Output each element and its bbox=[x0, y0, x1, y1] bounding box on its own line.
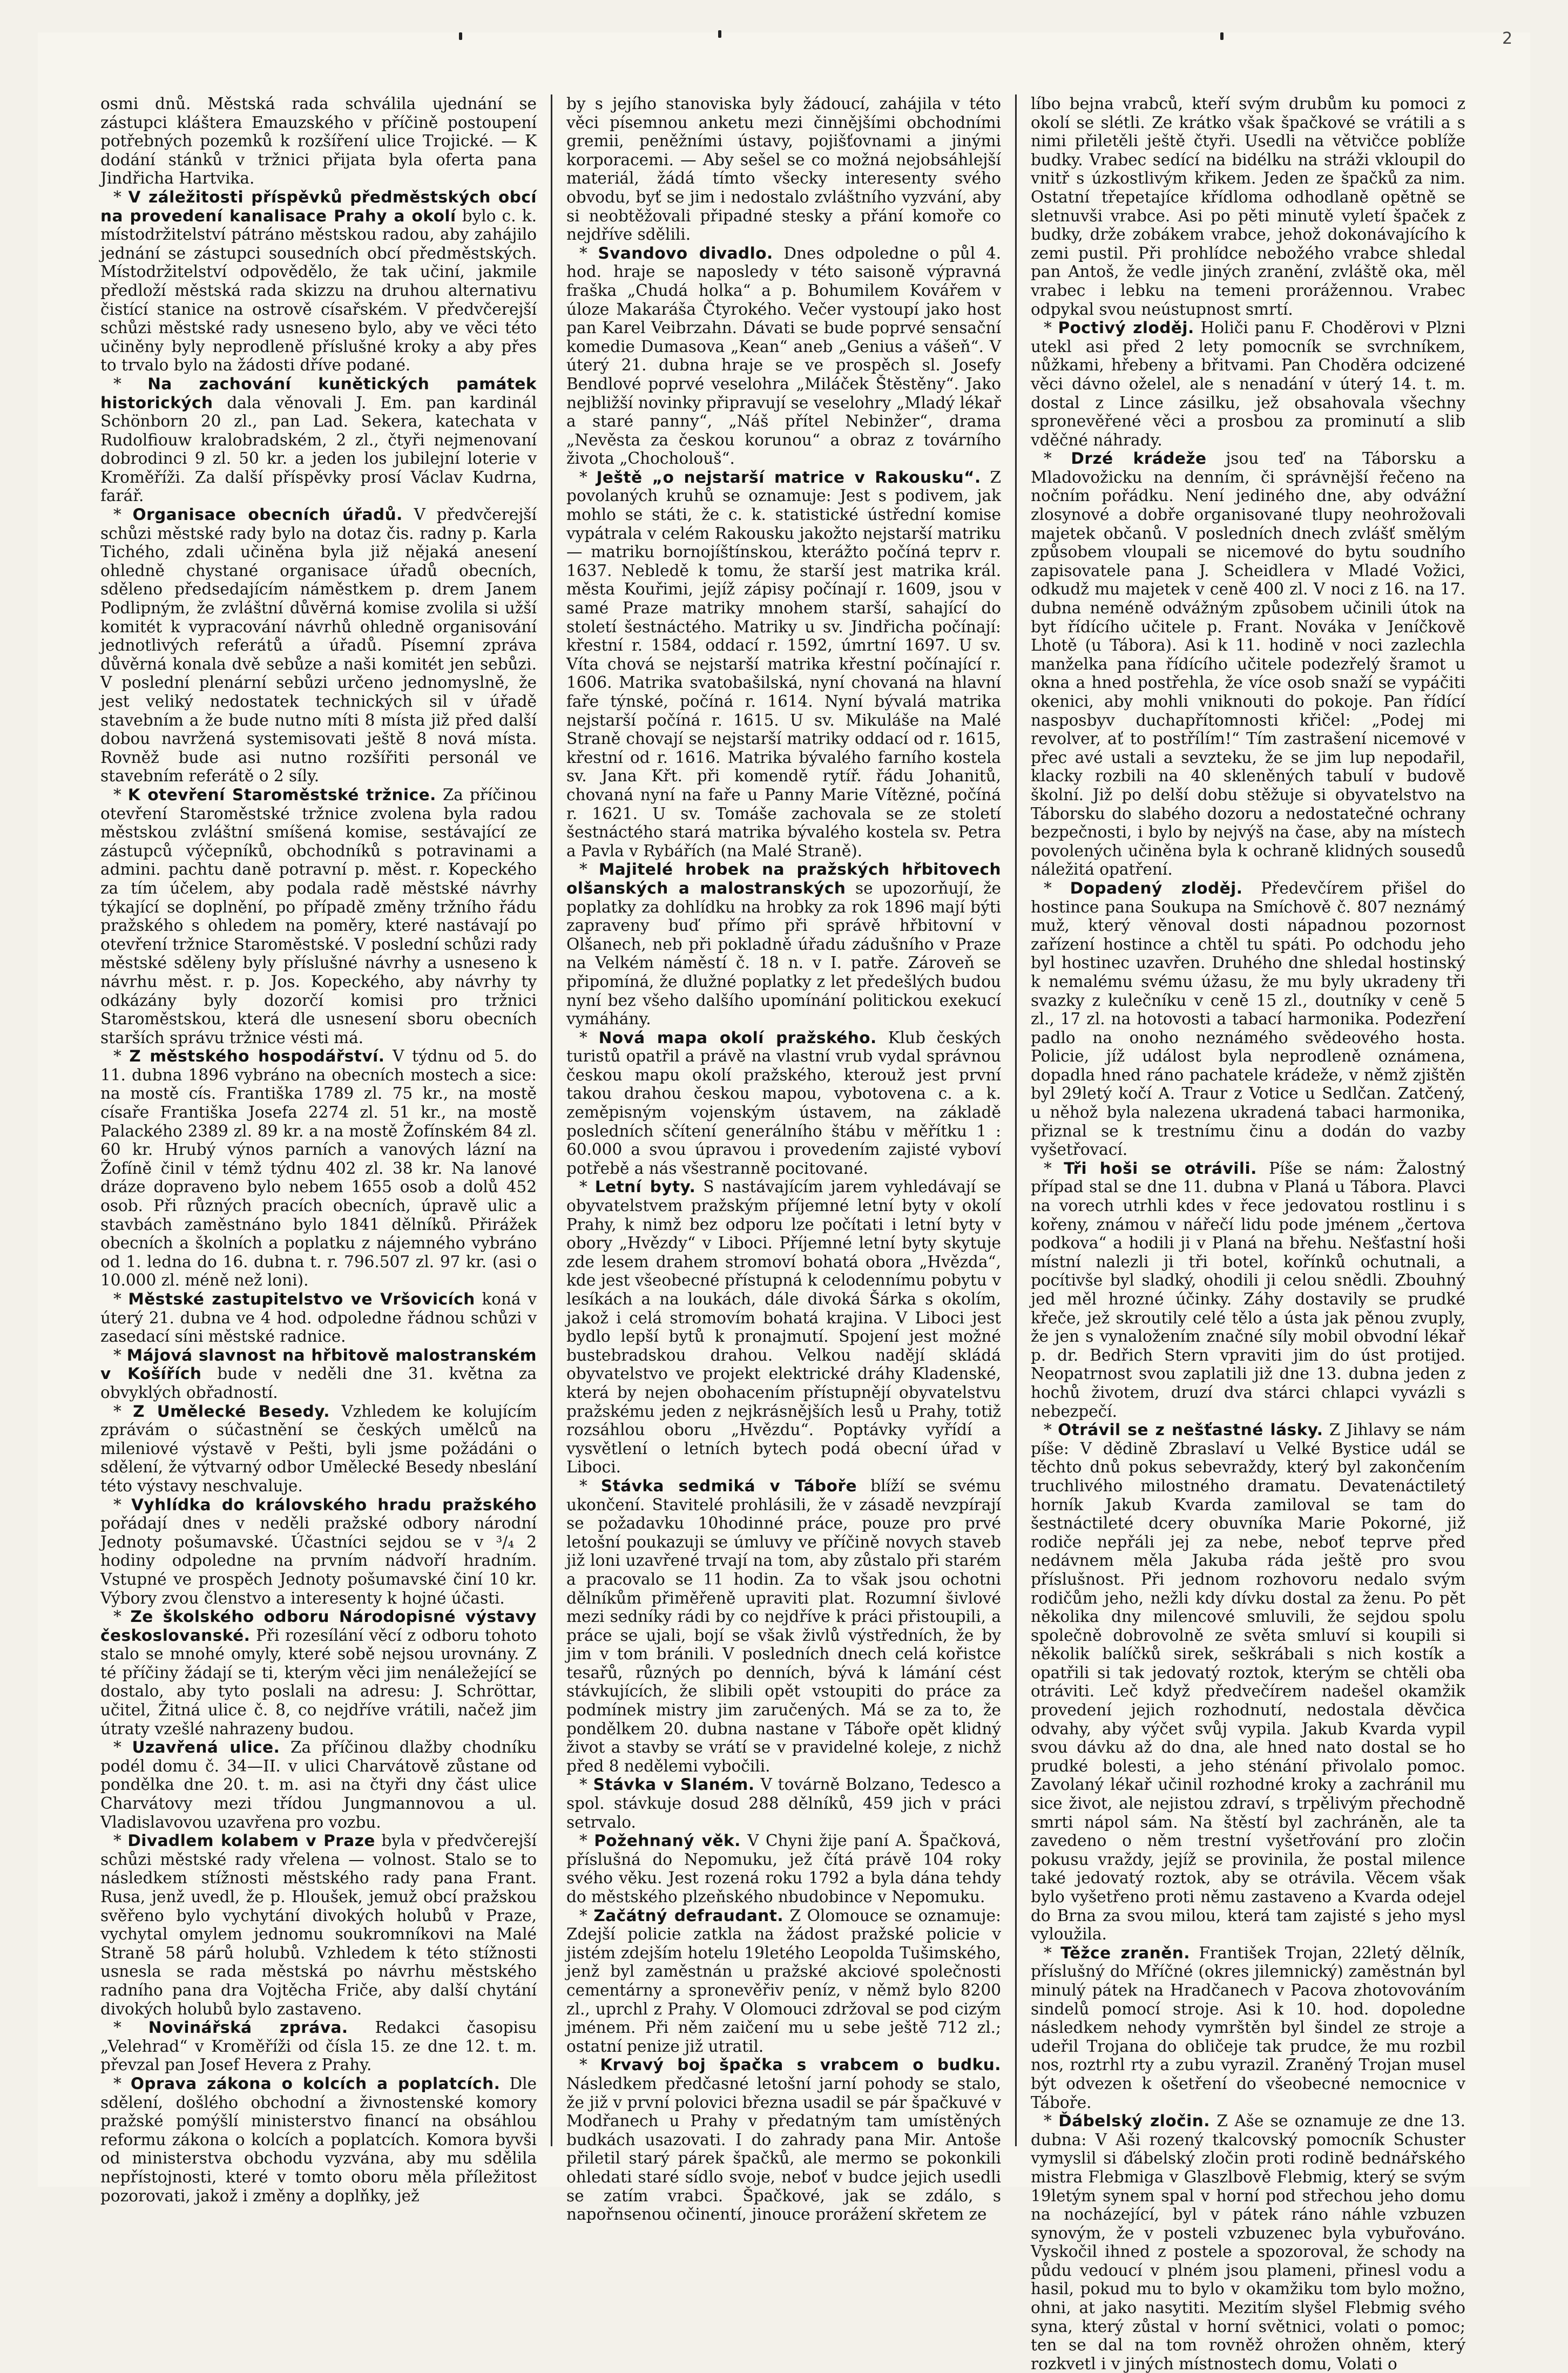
news-headline: Svandovo divadlo. bbox=[598, 244, 773, 262]
news-item: * K otevření Staroměstské tržnice. Za příčinou otevření Staroměstské tržnice zvolena byla radou městskou zvláštní smíšená komise, sestávající ze zástupců výčepníků, obchodníků s potravinami a admini. pachtu daně potravní p. měst. r. Kopeckého za tím účelem, aby podala radě městské návrhy týkající se doplnění, po případě změny tržního řádu pražského s ohledem na poměry, které nastávají po otevření tržnice Staroměstské. V poslední schůzi rady městské sděleny byly příslušné návrhy a usneseno k návrhu měst. r. p. Jos. Kopeckého, aby návrhy ty odkázány byly dozorčí komisi pro tržnici Staroměstskou, která dle usnesení sboru obecních starších správu tržnice vésti má. bbox=[100, 785, 537, 1047]
print-mark bbox=[459, 32, 462, 40]
news-headline: Dopadený zloděj. bbox=[1070, 878, 1243, 897]
news-headline: Stávka v Slaném. bbox=[593, 1775, 755, 1794]
news-headline: Začátný defraudant. bbox=[593, 1906, 784, 1925]
news-item: * Městské zastupitelstvo ve Vršovicích koná v úterý 21. dubna ve 4 hod. odpoledne řádnou schůzi v zasedací síni městské radnice. bbox=[100, 1290, 537, 1346]
news-item: * Stávka sedmiká v Táboře blíží se svému ukončení. Stavitelé prohlásili, že v zásadě nevzpírají se požadavku 10hodinné práce, pouze pro prvé letošní poukazuji se úmluvy ve příčině novych staveb již loni uzavřené trvají na tom, aby zůstalo při starém a pracovalo se 11 hodin. Za to však jsou ochotni dělníkům přiměřeně upraviti plat. Rozumní šivlové mezi sedníky rádi by co nejdříve k práci přistoupili, a práce se ujali, bojí se však živlů výstředních, že by jim v tom bránili. V posledních dnech celá kořistce tesařů, různých po denních, bývá k lámání cést stávkujících, že slibili opět vstoupiti do práce za podmínek mistry jim zaručených. Má se za to, že pondělkem 20. dubna nastane v Táboře opět klidný život a stavby se vrátí se v pravidelné koleje, z nichž před 8 nedělemi vybočili. bbox=[566, 1476, 1001, 1775]
news-item: * Uzavřená ulice. Za příčinou dlažby chodníku podél domu č. 34—II. v ulici Charvátově zůstane od pondělka dne 20. t. m. asi na čtyři dny část ulice Charvátovy mezi třídou Jungmannovou a ul. Vladislavovou uzavřena pro vozbu. bbox=[100, 1738, 537, 1831]
news-headline: Nová mapa okolí pražského. bbox=[598, 1028, 877, 1047]
news-body: osmi dnů. Městská rada schválila ujednání se zástupci kláštera Emauzského v příčině postoupení potřebných pozemků k rozšíření ulice Trojické. — K dodání stánků v tržnici přijata byla oferta pana Jindřicha Hartvika. bbox=[100, 94, 537, 188]
news-body: V týdnu od 5. do 11. dubna 1896 vybráno na obecních mostech a sice: na mostě cís. Františka 1789 zl. 75 kr., na mostě císaře Františka Josefa 2274 zl. 51 kr., na mostě Palackého 2389 zl. 89 kr. a na mostě Žofínském 84 zl. 60 kr. Hrubý výnos parních a vanových lázní na Žofíně činil v témž týdnu 402 zl. 38 kr. Na lanové dráze dopraveno bylo nebem 1655 osob a dolů 452 osob. Při různých pracích obecních, úpravě ulic a stavbách zaměstnáno bylo 1841 dělníků. Přirážek obecních a školních a poplatku z nájemného vybráno od 1. ledna do 16. dubna t. r. 796.507 zl. 97 kr. (asi o 10.000 zl. méně než loni). bbox=[100, 1047, 537, 1290]
news-headline: Letní byty. bbox=[594, 1178, 696, 1196]
news-body: bylo c. k. místodržitelství pátráno městskou radou, aby zahájilo jednání se zástupci sousedních obcí předměstských. Místodržitelství odpovědělo, že tak učiní, jakmile předloží městská rada skizzu na druhou alternativu čistící stanice na ostrově císařském. V předvčerejší schůzi městské rady usneseno bylo, aby ve věci této učiněny byly neprodleně příslušné kroky a aby přes to trvalo bylo na žádosti dříve podané. bbox=[100, 206, 537, 375]
news-headline: Na zachování kunětických památek historických bbox=[100, 374, 537, 412]
news-body: dala věnovali J. Em. pan kardinál Schönborn 20 zl., pan Lad. Sekera, katechata v Rudolfiouw kralobradském, 2 zl., čtyři nejmenovaní dobrodinci 9 zl. 50 kr. a jeden los jubilejní loterie v Kroměříži. Za další příspěvky prosí Václav Kudrna, farář. bbox=[100, 393, 537, 505]
news-item: * Letní byty. S nastávajícím jarem vyhledávají se obyvatelstvem pražským příjemné letní byty v okolí Prahy, k nimž bez odporu lze počítati i letní byty v obory „Hvězdy“ v Liboci. Příjemné letní byty skytuje zde lesem drahem stromoví bohatá obora „Hvězda“, kde jest všeobecné přístupná k celodennímu pobytu v lesíkách a na loukách, dále divoká Šárka s okolím, jakož i celá stromovím bohatá krajina. V Liboci jest bydlo lepší bytů k pronajmutí. Spojení jest možné bustebradskou drahou. Velkou nadějí skládá obyvatelstvo ve projekt elektrické dráhy Kladenské, která by nejen obohacením přístupnějí obyvatelstvu pražskému jeden z nejkrásnějších lesů u Prahy, totiž rozsáhlou oboru „Hvězdu“. Poptávky vyřídí a vysvětlení o letních bytech podá obecní úřad v Liboci. bbox=[566, 1178, 1001, 1477]
column-3 bbox=[1015, 94, 1479, 2373]
news-item: * Ze školského odboru Národopisné výstavy českoslovanské. Při rozesílání věcí z odboru tohoto stalo se mnohé omyly, které sobě nejsou urovnány. Z té příčiny žádají se ti, kterým věci jim nenáležející se dostalo, aby tyto poslali na adresu: J. Schröttar, učitel, Žitná ulice č. 8, co nejdříve vrátili, načež jim útraty vzešlé nahrazeny budou. bbox=[100, 1607, 537, 1738]
news-body: blíží se svému ukončení. Stavitelé prohlásili, že v zásadě nevzpírají se požadavku 10hodinné práce, pouze pro prvé letošní poukazuji se úmluvy ve příčině novych staveb již loni uzavřené trvají na tom, aby zůstalo při starém a pracovalo se 11 hodin. Za to však jsou ochotni dělníkům přiměřeně upraviti plat. Rozumní šivlové mezi sedníky rádi by co nejdříve k práci přistoupili, a práce se ujali, bojí se však živlů výstředních, že by jim v tom bránili. V posledních dnech celá kořistce tesařů, různých po denních, bývá k lámání cést stávkujících, že slibili opět vstoupiti do práce za podmínek mistry jim zaručených. Má se za to, že pondělkem 20. dubna nastane v Táboře opět klidný život a stavby se vrátí se v pravidelné koleje, z nichž před 8 nedělemi vybočili. bbox=[566, 1476, 1001, 1775]
news-item: * Ještě „o nejstarší matrice v Rakousku“. Z povolaných kruhů se oznamuje: Jest s podivem, jak mohlo se státi, že c. k. statistické ústřední komise vypátrala v celém Rakousku jakožto nejstarší matriku — matriku bornojíštínskou, kterážto počíná teprv r. 1637. Nebledě k tomu, že starší jest matrika král. města Kouřimi, jejíž zápisy počínají r. 1609, jsou v samé Praze matriky mnohem starší, sahající do století šestnáctého. Matriky u sv. Jindřicha počínají: křestní r. 1584, oddací r. 1592, úmrtní 1697. U sv. Víta chová se nejstarší matrika křestní počínající r. 1606. Matrika svatobašilská, nyní chovaná na hlavní faře týnské, počíná r. 1614. Nyní bývalá matrika nejstarší počíná r. 1615. U sv. Mikuláše na Malé Straně chovají se nejstarší matriky oddací od r. 1615, křestní od r. 1616. Matrika bývalého farního kostela sv. Jana Křt. při komendě rytíř. řádu Johanitů, chovaná nyní na faře u Panny Marie Vítězné, počíná r. 1621. U sv. Tomáše zachovala se ze století šestnáctého stará matrika bývalého kostela sv. Petra a Pavla v Rybářích (na Malé Straně). bbox=[566, 468, 1001, 860]
news-body: bude v neděli dne 31. května za obvyklých obřadností. bbox=[100, 1364, 537, 1402]
news-body: Předevčírem přišel do hostince pana Soukupa na Smíchově č. 807 neznámý muž, který věnoval dosti nápadnou pozornost zařízení hostince a chtěl tu spáti. Po odchodu jeho byl hostinec uzavřen. Druhého dne shledal hostinský k nemalému svému úžasu, že mu byly ukradeny tři svazky z kulečníku v ceně 15 zl., doutníky v ceně 5 zl., 17 zl. na hotovosti a tabací harmonika. Podezření padlo na onoho neznámého svědeového hosta. Policie, jíž událost byla neprodleně oznámena, dopadla hned ráno pachatele krádeže, v němž zjištěn byl 29letý kočí A. Traur z Votice u Sedlčan. Zatčený, u něhož byla nalezena ukradená tabaci harmonika, přiznal se k trestnímu činu a dodán do vazby vyšetřovací. bbox=[1031, 878, 1465, 1159]
news-headline: Novinářská zpráva. bbox=[148, 2018, 348, 2037]
news-item: * Tři hoši se otrávili. Píše se nám: Žalostný případ stal se dne 11. dubna v Planá u Tábora. Plavci na vorech utrhli kdes v řece jedovatou rostlinu i s kořeny, známou v nářečí lidu pode jménem „čertova podkova“ a hodili ji v Planá na břehu. Nešťastní hoši místní nalezli ji tři botel, kořínků ochutnali, a pocítivše byl sladký, ohodili ji celou snědli. Zbouhný jed měl hrozné účinky. Záhy dostavily se prudké křeče, jež skroutily celé tělo a ústa jak pěnou zvuply, že jen s vynaložením značné síly mobil obvodní lékař p. dr. Bedřich Stern vpraviti jim do úst protijed. Neopatrnost svou zaplatili již dne 13. dubna jeden z hochů životem, druzí dva stárci chlapci vyvázli s nebezpečí. bbox=[1031, 1159, 1465, 1421]
corner-mark: 2 bbox=[1502, 29, 1513, 48]
news-headline: Z městského hospodářství. bbox=[129, 1047, 385, 1066]
news-item: * Těžce zraněn. František Trojan, 22letý dělník, příslušný do Mříčné (okres jilemnický) zaměstnán byl minulý pátek na Hradčanech v Pacova zhotovováním sindelů pomocí stroje. Asi k 10. hod. dopoledne následkem nehody vymrštěn byl šindel ze stroje a udeřil Trojana do obličeje tak prudce, že mu rozbil nos, roztrhl rty a zubu vyrazil. Zraněný Trojan musel být odvezen k ošetření do všeobecné nemocnice v Táboře. bbox=[1031, 1943, 1465, 2112]
news-headline: Majitelé hrobek na pražských hřbitovech olšanských a malostranských bbox=[566, 860, 1001, 897]
news-headline: Z Umělecké Besedy. bbox=[133, 1402, 330, 1421]
news-body: Z povolaných kruhů se oznamuje: Jest s podivem, jak mohlo se státi, že c. k. statistické ústřední komise vypátrala v celém Rakousku jakožto nejstarší matriku — matriku bornojíštínskou, kterážto počíná teprv r. 1637. Nebledě k tomu, že starší jest matrika král. města Kouřimi, jejíž zápisy počínají r. 1609, jsou v samé Praze matriky mnohem starší, sahající do století šestnáctého. Matriky u sv. Jindřicha počínají: křestní r. 1584, oddací r. 1592, úmrtní 1697. U sv. Víta chová se nejstarší matrika křestní počínající r. 1606. Matrika svatobašilská, nyní chovaná na hlavní faře týnské, počíná r. 1614. Nyní bývalá matrika nejstarší počíná r. 1615. U sv. Mikuláše na Malé Straně chovají se nejstarší matriky oddací od r. 1615, křestní od r. 1616. Matrika bývalého farního kostela sv. Jana Křt. při komendě rytíř. řádu Johanitů, chovaná nyní na faře u Panny Marie Vítězné, počíná r. 1621. U sv. Tomáše zachovala se ze století šestnáctého stará matrika bývalého kostela sv. Petra a Pavla v Rybářích (na Malé Straně). bbox=[566, 468, 1001, 860]
news-headline: Těžce zraněn. bbox=[1060, 1943, 1190, 1962]
news-item: * Divadlem kolabem v Praze byla v předvčerejší schůzi městské rady vřelena — volnost. Stalo se to následkem stížnosti městského rady pana Frant. Rusa, jenž uvedl, že p. Hloušek, jemuž obcí pražskou svěřeno bylo vychytání divokých holubů v Praze, vychytal omylem jednomu soukromníkovi na Malé Straně 58 párů holubů. Vzhledem k této stížnosti usnesla se rada městská po návrhu městského radního pana dra Vojtěcha Friče, aby další chytání divokých holubů bylo zastaveno. bbox=[100, 1831, 537, 2018]
print-mark bbox=[718, 30, 721, 38]
news-body: líbo bejna vrabců, kteří svým drubům ku pomoci z okolí se slétli. Ze krátko však špačkové se vrátili a s nimi přiletěli ještě čtyři. Usedli na větvičce poblíže budky. Vrabec sedící na bidélku na stráži vkloupil do vnitř s úzkostlivým křikem. Jeden ze špačků za nim. Ostatní třepetajíce křídloma odhodlaně opětně se sletnuvši vrabce. Asi po pěti minutě vyletí špaček z budky, drže zobákem vrabce, jehož dokonávajícího k zemi pustil. Při prohlídce nebožého vrabce shledal pan Antoš, že vedle jiných zranění, zvláště oka, měl vrabec i lebku na temeni prorážennou. Vrabec odpykal svou neústupnost smrtí. bbox=[1031, 94, 1465, 319]
text-columns bbox=[86, 94, 1479, 2373]
column-1 bbox=[86, 94, 551, 2205]
news-body: se upozorňují, že poplatky za dohlídku na hrobky za rok 1896 mají býti zapraveny buď přímo při správě hřbitovní v Olšanech, neb při pokladně úřadu zádušního v Praze na Velkém náměstí č. 18 n. v I. patře. Zároveň se připomíná, že dlužné poplatky z let předešlých budou nyní bez všeho dalšího upomínání politickou exekucí vymáhány. bbox=[566, 878, 1001, 1029]
news-body: V Chyni žije paní A. Špačková, příslušná do Nepomuku, jež čítá právě 104 roky svého věku. Jest rozená roku 1792 a byla dána tehdy do městského plzeňského nbudobince v Nepomuku. bbox=[566, 1831, 1001, 1906]
news-item: * Z městského hospodářství. V týdnu od 5. do 11. dubna 1896 vybráno na obecních mostech a sice: na mostě cís. Františka 1789 zl. 75 kr., na mostě císaře Františka Josefa 2274 zl. 51 kr., na mostě Palackého 2389 zl. 89 kr. a na mostě Žofínském 84 zl. 60 kr. Hrubý výnos parních a vanových lázní na Žofíně činil v témž týdnu 402 zl. 38 kr. Na lanové dráze dopraveno bylo nebem 1655 osob a dolů 452 osob. Při různých pracích obecních, úpravě ulic a stavbách zaměstnáno bylo 1841 dělníků. Přirážek obecních a školních a poplatku z nájemného vybráno od 1. ledna do 16. dubna t. r. 796.507 zl. 97 kr. (asi o 10.000 zl. méně než loni). bbox=[100, 1047, 537, 1290]
news-headline: Vyhlídka do královského hradu pražského bbox=[131, 1495, 537, 1514]
news-body: byla v předvčerejší schůzi městské rady vřelena — volnost. Stalo se to následkem stížnosti městského rady pana Frant. Rusa, jenž uvedl, že p. Hloušek, jemuž obcí pražskou svěřeno bylo vychytání divokých holubů v Praze, vychytal omylem jednomu soukromníkovi na Malé Straně 58 párů holubů. Vzhledem k této stížnosti usnesla se rada městská po návrhu městského radního pana dra Vojtěcha Friče, aby další chytání divokých holubů bylo zastaveno. bbox=[100, 1831, 537, 2018]
news-body: koná v úterý 21. dubna ve 4 hod. odpoledne řádnou schůzi v zasedací síni městské radnice. bbox=[100, 1290, 537, 1346]
news-body: Dle sdělení, došlého obchodní a živnostenské komory pražské pomýšlí ministerstvo financí na obsáhlou reformu zákona o kolcích a poplatcích. Komora byvši od ministerstva obchodu vyzvána, aby mu sdělila nepřístojnosti, které v tomto oboru měla příležitost pozorovati, jakož i změny a doplňky, jež bbox=[100, 2074, 537, 2205]
news-headline: Májová slavnost na hřbitově malostranském v Košířích bbox=[100, 1346, 537, 1383]
news-item: * Drzé krádeže jsou teď na Táborsku a Mladovožicku na denním, či správnější řečeno na nočním pořádku. Není jediného dne, aby odvážní zlosynové a dobře organisované tlupy neohrožovali majetek občanů. V posledních dnech zvlášť smělým způsobem vloupali se nicemové do bytu soudního zapisovatele pana J. Scheidlera v Mladé Vožici, odkudž mu majetek v ceně 400 zl. V noci z 16. na 17. dubna neméně odvážným způsobem učinili útok na byt řídícího učitele p. Frant. Nováka v Jeníčkově Lhotě (u Tábora). Asi k 11. hodině v noci zazlechla manželka pana řídícího učitele podezřelý šramot u okna a hned postřehla, že více osob snaží se vypáčiti okenici, aby mohli vniknouti do pokoje. Pan řídící nasposbyv duchapřítomnosti křičel: „Podej mi revolver, ať to postřílím!“ Tím zastrašení nicemové v přec avé ustali a sevzteku, že se jim lup nepodařil, klacky rozbili na 40 skleněných tabulí v budově školní. Již po delší dobu stěžuje si obyvatelstvo na Táborsku do slabého dozoru a nedostatečné ochrany bezpečnosti, i bylo by nejvýš na čase, aby na místech povolených učiněna byla k ochraně klidných sousedů náležitá opatření. bbox=[1031, 449, 1465, 879]
news-body: Z Olomouce se oznamuje: Zdejší policie zatkla na žádost pražské policie v jistém zdejším hotelu 19letého Leopolda Tušimského, jenž byl zaměstnán u pražské akciové společnosti cementárny a spronevěřiv peníz, v němž bylo 8200 zl., uprchl z Prahy. V Olomouci zdržoval se pod cizým jménem. Při něm zaičení mu u sebe ještě 712 zl.; ostatní penize již utratil. bbox=[566, 1906, 1001, 2056]
news-headline: Ze školského odboru Národopisné výstavy českoslovanské. bbox=[100, 1607, 537, 1645]
continued-text bbox=[566, 94, 1001, 244]
news-body: Při rozesílání věcí z odboru tohoto stalo se mnohé omyly, které sobě nejsou urovnány. Z té příčiny žádají se ti, kterým věci jim nenáležející se dostalo, aby tyto poslali na adresu: J. Schröttar, učitel, Žitná ulice č. 8, co nejdříve vrátili, načež jim útraty vzešlé nahrazeny budou. bbox=[100, 1626, 537, 1738]
news-headline: Divadlem kolabem v Praze bbox=[127, 1831, 375, 1850]
news-item: * Stávka v Slaném. V továrně Bolzano, Tedesco a spol. stávkuje dosud 288 dělníků, 459 jich v práci setrvalo. bbox=[566, 1775, 1002, 1831]
news-body: Klub českých turistů opatřil a právě na vlastní vrub vydal správnou českou mapu okolí pražského, kterouž jest první takou drahou českou mapou, vybotovena c. a k. zeměpisným vojenským ústavem, na základě posledních sčítení generálního štábu v měřítku 1 : 60.000 a svou úpravou i provedením zajisté vyboví potřebě a nás všestranně pocitované. bbox=[566, 1028, 1001, 1178]
continued-text bbox=[1031, 94, 1465, 319]
news-headline: Krvavý boj špačka s vrabcem o budku. bbox=[600, 2056, 1001, 2074]
news-headline: V záležitosti příspěvků předměstských obcí na provedení kanalisace Prahy a okolí bbox=[100, 187, 537, 225]
news-body: V továrně Bolzano, Tedesco a spol. stávkuje dosud 288 dělníků, 459 jich v práci setrvalo. bbox=[566, 1775, 1002, 1831]
news-headline: Městské zastupitelstvo ve Vršovicích bbox=[128, 1290, 475, 1308]
news-body: Následkem předčasné letošní jarní pohody se stalo, že již v první polovici března usadil se pár špačkuvé v Modřanech u Prahy v předatným tam umístěných budkách usazovati. I do zahrady pana Mir. Antoše přiletil starý párek špačků, ale mermo se pokonkili ohledati staré sídlo svoje, neboť v budce jejich usedli se zatím vrabci. Špačkové, jak se zdálo, s napořnsenou očinentí, jinouce prorážení skřetem ze bbox=[566, 2074, 1001, 2224]
news-headline: K otevření Staroměstské tržnice. bbox=[127, 785, 436, 804]
news-headline: Ještě „o nejstarší matrice v Rakousku“. bbox=[596, 468, 981, 486]
news-headline: Ďábelský zločin. bbox=[1058, 2112, 1210, 2131]
continued-text bbox=[100, 94, 537, 188]
news-item: * Novinářská zpráva. Redakci časopisu „Velehrad“ v Kroměříži od čísla 15. ze dne 12. t. m. převzal pan Josef Hevera z Prahy. bbox=[100, 2018, 537, 2074]
news-item: * Organisace obecních úřadů. V předvčerejší schůzi městské rady bylo na dotaz čis. radny p. Karla Tichého, zdali učiněna byla již nějaká anesení ohledně chystané organisace úřadů obecních, sděleno předsedajícím náměstkem p. drem Janem Podlipným, že zvláštní důvěrná komise zvolila si užší komitét k vypracování návrhů ohledně organisování jednotlivých referátů a úřadů. Písemní zpráva důvěrná konala dvě sebůze a naši komitét jen sebůzi. V poslední plenární sebůzi určeno jednomyslně, že jest veliký nedostatek technických sil v úřadě stavebním a že bude nutno míti 8 místa již před další dobou navržená systemisovati ještě 8 nová místa. Rovněž bude asi nutno rozšířiti personál ve stavebním referátě o 2 síly. bbox=[100, 505, 537, 786]
news-item: * Z Umělecké Besedy. Vzhledem ke kolujícím zprávám o súčastnění se českých umělců na mileniové výstavě v Pešti, byli jsme požádáni o sdělení, že výtvarný odbor Umělecké Besedy nbeslání této výstavy neschvaluje. bbox=[100, 1402, 537, 1495]
news-headline: Drzé krádeže bbox=[1071, 449, 1207, 468]
news-body: Dnes odpoledne o půl 4. hod. hraje se naposledy v této saisoně výpravná fraška „Chudá holka“ a p. Bohumilem Kovářem v úloze Makaráša Čtyrokého. Večer vystoupí jako host pan Karel Veibrzahn. Dávati se bude poprvé sensační komedie Dumasova „Kean“ aneb „Genius a vášeň“. V úterý 21. dubna hraje se ve prospěch sl. Josefy Bendlové poprvé veselohra „Miláček Štěstěny“. Jako nejbližší novinky připravují se veselohry „Mladý lékař a staré panny“, „Náš přítel Nebinžer“, drama „Nevěsta za českou korunou“ a obraz z továrního života „Chocholouš“. bbox=[566, 244, 1001, 468]
news-headline: Stávka sedmiká v Táboře bbox=[600, 1476, 857, 1495]
news-body: jsou teď na Táborsku a Mladovožicku na denním, či správnější řečeno na nočním pořádku. Není jediného dne, aby odvážní zlosynové a dobře organisované tlupy neohrožovali majetek občanů. V posledních dnech zvlášť smělým způsobem vloupali se nicemové do bytu soudního zapisovatele pana J. Scheidlera v Mladé Vožici, odkudž mu majetek v ceně 400 zl. V noci z 16. na 17. dubna neméně odvážným způsobem učinili útok na byt řídícího učitele p. Frant. Nováka v Jeníčkově Lhotě (u Tábora). Asi k 11. hodině v noci zazlechla manželka pana řídícího učitele podezřelý šramot u okna a hned postřehla, že více osob snaží se vypáčiti okenici, aby mohli vniknouti do pokoje. Pan řídící nasposbyv duchapřítomnosti křičel: „Podej mi revolver, ať to postřílím!“ Tím zastrašení nicemové v přec avé ustali a sevzteku, že se jim lup nepodařil, klacky rozbili na 40 skleněných tabulí v budově školní. Již po delší dobu stěžuje si obyvatelstvo na Táborsku do slabého dozoru a nedostatečné ochrany bezpečnosti, i bylo by nejvýš na čase, aby na místech povolených učiněna byla k ochraně klidných sousedů náležitá opatření. bbox=[1031, 449, 1465, 879]
news-headline: Uzavřená ulice. bbox=[132, 1738, 280, 1757]
news-item: * V záležitosti příspěvků předměstských obcí na provedení kanalisace Prahy a okolí bylo c. k. místodržitelství pátráno městskou radou, aby zahájilo jednání se zástupci sousedních obcí předměstských. Místodržitelství odpovědělo, že tak učiní, jakmile předloží městská rada skizzu na druhou alternativu čistící stanice na ostrově císařském. V předvčerejší schůzi městské rady usneseno bylo, aby ve věci této učiněny byly neprodleně příslušné kroky a aby přes to trvalo bylo na žádosti dříve podané. bbox=[100, 187, 537, 375]
news-headline: Organisace obecních úřadů. bbox=[132, 505, 403, 524]
news-item: * Oprava zákona o kolcích a poplatcích. Dle sdělení, došlého obchodní a živnostenské komory pražské pomýšlí ministerstvo financí na obsáhlou reformu zákona o kolcích a poplatcích. Komora byvši od ministerstva obchodu vyzvána, aby mu sdělila nepřístojnosti, které v tomto oboru měla příležitost pozorovati, jakož i změny a doplňky, jež bbox=[100, 2074, 537, 2205]
news-item: * Nová mapa okolí pražského. Klub českých turistů opatřil a právě na vlastní vrub vydal správnou českou mapu okolí pražského, kterouž jest první takou drahou českou mapou, vybotovena c. a k. zeměpisným vojenským ústavem, na základě posledních sčítení generálního štábu v měřítku 1 : 60.000 a svou úpravou i provedením zajisté vyboví potřebě a nás všestranně pocitované. bbox=[566, 1028, 1001, 1178]
news-body: Za příčinou dlažby chodníku podél domu č. 34—II. v ulici Charvátově zůstane od pondělka dne 20. t. m. asi na čtyři dny část ulice Charvátovy mezi třídou Jungmannovou a ul. Vladislavovou uzavřena pro vozbu. bbox=[100, 1738, 537, 1831]
news-body: Z Aše se oznamuje ze dne 13. dubna: V Aši rozený tkalcovský pomocník Schuster vymyslil si ďábelský zločin proti rodině bednářského mistra Flebmiga v Glaszlbově Flebmig, který se svým 19letým synem spal v horní pod střechou jeho domu na nocházející, byl v pátek ráno náhle vzbuzen synovým, že v posteli vzbuzenec byla vybuřováno. Vyskočil ihned z postele a spozoroval, že schody na půdu vedoucí v plném jsou plameni, přinesl vodu a hasil, pokud mu to bylo v okamžiku tom bylo možno, ohni, at jako nasytiti. Mezitím slyšel Flebmig svého syna, který zůstal v horní světnici, volati o pomoc; ten se dal na tom rovněž ohrožen ohněm, který rozkvetl i v jiných místnostech domu, Volati o bbox=[1031, 2112, 1465, 2373]
news-body: Redakci časopisu „Velehrad“ v Kroměříži od čísla 15. ze dne 12. t. m. převzal pan Josef Hevera z Prahy. bbox=[100, 2018, 537, 2074]
column-2 bbox=[551, 94, 1015, 2224]
news-body: František Trojan, 22letý dělník, příslušný do Mříčné (okres jilemnický) zaměstnán byl minulý pátek na Hradčanech v Pacova zhotovováním sindelů pomocí stroje. Asi k 10. hod. dopoledne následkem nehody vymrštěn byl šindel ze stroje a udeřil Trojana do obličeje tak prudce, že mu rozbil nos, roztrhl rty a zubu vyrazil. Zraněný Trojan musel být odvezen k ošetření do všeobecné nemocnice v Táboře. bbox=[1031, 1943, 1465, 2112]
news-item: * Majitelé hrobek na pražských hřbitovech olšanských a malostranských se upozorňují, že poplatky za dohlídku na hrobky za rok 1896 mají býti zapraveny buď přímo při správě hřbitovní v Olšanech, neb při pokladně úřadu zádušního v Praze na Velkém náměstí č. 18 n. v I. patře. Zároveň se připomíná, že dlužné poplatky z let předešlých budou nyní bez všeho dalšího upomínání politickou exekucí vymáhány. bbox=[566, 860, 1001, 1029]
news-body: Z Jihlavy se nám píše: V dědině Zbraslaví u Velké Bystice udál se těchto dnů pokus sebevraždy, který byl zakončením truchlivého milostného dramatu. Devatenáctiletý horník Jakub Kvarda zamiloval se tam do šestnáctileté dcery obuvníka Marie Pokorné, již rodiče nepřáli jej za nebe, neboť teprve před nedávnem měla Jakuba ráda ještě pro svou příslušnost. Při jednom rozhovoru nedalo svým rodičům jeho, nežli kdy dívku dostal za ženu. Po pět několika dny milencové smluvili, že sejdou spolu společně dobrovolně ze světa smluví si koupili si několik balíčků sirek, seškrábali s nich kostík a opatřili si tak jedovatý roztok, kterým se chtěli oba otráviti. Leč když předvečírem nadešel okamžik provedení jejich rozhodnutí, nedostala děvčica odvahy, aby výčet svůj vypila. Jakub Kvarda vypil svou dávku až do dna, ale hned nato dostal se ho prudké bolesti, a jeho sténání přivolalo pomoc. Zavolaný lékař učinil rozhodné kroky a zachránil mu sice život, ale nejistou zdraví, s trpělivým přechodně smrti nápol sám. Na štěstí byl zachráněn, ale ta zavedeno o něm trestní vyšetřování pro zločin pokusu vraždy, jejíž se provinila, že postal milence také jedovatý roztok, aby se otrávila. Věcem však bylo vyšetřeno proti němu zastaveno a Kvarda odejel do Brna za svou milou, která tam zajisté s jeho mysl vyloužila. bbox=[1031, 1421, 1465, 1944]
news-headline: Poctivý zloděj. bbox=[1058, 319, 1194, 337]
news-body: Holiči panu F. Choděrovi v Plzni utekl asi před 2 lety pomocník se svrchníkem, nůžkami, hřebeny a břitvami. Pan Choděra odcizené věci dávno oželel, ale s nenadání v úterý 14. t. m. dostal z Lince zásilku, jež obsahovala všechny spronevěřené věci a prosbou za prominutí a slib vděčné náhrady. bbox=[1031, 319, 1465, 449]
news-body: Vzhledem ke kolujícím zprávám o súčastnění se českých umělců na mileniové výstavě v Pešti, byli jsme požádáni o sdělení, že výtvarný odbor Umělecké Besedy nbeslání této výstavy neschvaluje. bbox=[100, 1402, 537, 1495]
news-item: * Svandovo divadlo. Dnes odpoledne o půl 4. hod. hraje se naposledy v této saisoně výpravná fraška „Chudá holka“ a p. Bohumilem Kovářem v úloze Makaráša Čtyrokého. Večer vystoupí jako host pan Karel Veibrzahn. Dávati se bude poprvé sensační komedie Dumasova „Kean“ aneb „Genius a vášeň“. V úterý 21. dubna hraje se ve prospěch sl. Josefy Bendlové poprvé veselohra „Miláček Štěstěny“. Jako nejbližší novinky připravují se veselohry „Mladý lékař a staré panny“, „Náš přítel Nebinžer“, drama „Nevěsta za českou korunou“ a obraz z továrního života „Chocholouš“. bbox=[566, 244, 1001, 468]
news-item: * Krvavý boj špačka s vrabcem o budku. Následkem předčasné letošní jarní pohody se stalo, že již v první polovici března usadil se pár špačkuvé v Modřanech u Prahy v předatným tam umístěných budkách usazovati. I do zahrady pana Mir. Antoše přiletil starý párek špačků, ale mermo se pokonkili ohledati staré sídlo svoje, neboť v budce jejich usedli se zatím vrabci. Špačkové, jak se zdálo, s napořnsenou očinentí, jinouce prorážení skřetem ze bbox=[566, 2056, 1001, 2224]
news-item: * Ďábelský zločin. Z Aše se oznamuje ze dne 13. dubna: V Aši rozený tkalcovský pomocník Schuster vymyslil si ďábelský zločin proti rodině bednářského mistra Flebmiga v Glaszlbově Flebmig, který se svým 19letým synem spal v horní pod střechou jeho domu na nocházející, byl v pátek ráno náhle vzbuzen synovým, že v posteli vzbuzenec byla vybuřováno. Vyskočil ihned z postele a spozoroval, že schody na půdu vedoucí v plném jsou plameni, přinesl vodu a hasil, pokud mu to bylo v okamžiku tom bylo možno, ohni, at jako nasytiti. Mezitím slyšel Flebmig svého syna, který zůstal v horní světnici, volati o pomoc; ten se dal na tom rovněž ohrožen ohněm, který rozkvetl i v jiných místnostech domu, Volati o bbox=[1031, 2112, 1465, 2373]
news-item: * Dopadený zloděj. Předevčírem přišel do hostince pana Soukupa na Smíchově č. 807 neznámý muž, který věnoval dosti nápadnou pozornost zařízení hostince a chtěl tu spáti. Po odchodu jeho byl hostinec uzavřen. Druhého dne shledal hostinský k nemalému svému úžasu, že mu byly ukradeny tři svazky z kulečníku v ceně 15 zl., doutníky v ceně 5 zl., 17 zl. na hotovosti a tabací harmonika. Podezření padlo na onoho neznámého svědeového hosta. Policie, jíž událost byla neprodleně oznámena, dopadla hned ráno pachatele krádeže, v němž zjištěn byl 29letý kočí A. Traur z Votice u Sedlčan. Zatčený, u něhož byla nalezena ukradená tabaci harmonika, přiznal se k trestnímu činu a dodán do vazby vyšetřovací. bbox=[1031, 878, 1465, 1159]
news-body: S nastávajícím jarem vyhledávají se obyvatelstvem pražským příjemné letní byty v okolí Prahy, k nimž bez odporu lze počítati i letní byty v obory „Hvězdy“ v Liboci. Příjemné letní byty skytuje zde lesem drahem stromoví bohatá obora „Hvězda“, kde jest všeobecné přístupná k celodennímu pobytu v lesíkách a na loukách, dále divoká Šárka s okolím, jakož i celá stromovím bohatá krajina. V Liboci jest bydlo lepší bytů k pronajmutí. Spojení jest možné bustebradskou drahou. Velkou nadějí skládá obyvatelstvo ve projekt elektrické dráhy Kladenské, která by nejen obohacením přístupnějí obyvatelstvu pražskému jeden z nejkrásnějších lesů u Prahy, totiž rozsáhlou oboru „Hvězdu“. Poptávky vyřídí a vysvětlení o letních bytech podá obecní úřad v Liboci. bbox=[566, 1178, 1001, 1477]
news-headline: Tři hoši se otrávili. bbox=[1064, 1159, 1257, 1178]
news-body: by s jejího stanoviska byly žádoucí, zahájila v této věci písemnou anketu mezi činnějšími obchodními gremii, peněžními ústavy, pojišťovnami a jinými korporacemi. — Aby sešel se co možná nejobsáhlejší materiál, žádá tímto všecky interesenty svého obvodu, byť se jim i nedostalo zvláštního vyzvání, aby si neobtěžovali připadné stesky a přání komoře co nejdříve sdělili. bbox=[566, 94, 1001, 244]
print-mark bbox=[1220, 32, 1224, 40]
news-headline: Otrávil se z nešťastné lásky. bbox=[1058, 1421, 1323, 1439]
news-body: pořádají dnes v neděli pražské odbory národní Jednoty pošumavské. Účastníci sejdou se v ³/₄ 2 hodiny odpoledne na prvním nádvoří hradním. Vstupné ve prospěch Jednoty pošumavské činí 10 kr. Výbory zvou členstvo a interesenty k hojné účasti. bbox=[100, 1514, 537, 1607]
news-item: * Otrávil se z nešťastné lásky. Z Jihlavy se nám píše: V dědině Zbraslaví u Velké Bystice udál se těchto dnů pokus sebevraždy, který byl zakončením truchlivého milostného dramatu. Devatenáctiletý horník Jakub Kvarda zamiloval se tam do šestnáctileté dcery obuvníka Marie Pokorné, již rodiče nepřáli jej za nebe, neboť teprve před nedávnem měla Jakuba ráda ještě pro svou příslušnost. Při jednom rozhovoru nedalo svým rodičům jeho, nežli kdy dívku dostal za ženu. Po pět několika dny milencové smluvili, že sejdou spolu společně dobrovolně ze světa smluví si koupili si několik balíčků sirek, seškrábali s nich kostík a opatřili si tak jedovatý roztok, kterým se chtěli oba otráviti. Leč když předvečírem nadešel okamžik provedení jejich rozhodnutí, nedostala děvčica odvahy, aby výčet svůj vypila. Jakub Kvarda vypil svou dávku až do dna, ale hned nato dostal se ho prudké bolesti, a jeho sténání přivolalo pomoc. Zavolaný lékař učinil rozhodné kroky a zachránil mu sice život, ale nejistou zdraví, s trpělivým přechodně smrti nápol sám. Na štěstí byl zachráněn, ale ta zavedeno o něm trestní vyšetřování pro zločin pokusu vraždy, jejíž se provinila, že postal milence také jedovatý roztok, aby se otrávila. Věcem však bylo vyšetřeno proti němu zastaveno a Kvarda odejel do Brna za svou milou, která tam zajisté s jeho mysl vyloužila. bbox=[1031, 1421, 1465, 1944]
news-item: * Májová slavnost na hřbitově malostranském v Košířích bude v neděli dne 31. května za obvyklých obřadností. bbox=[100, 1346, 537, 1402]
news-item: * Požehnaný věk. V Chyni žije paní A. Špačková, příslušná do Nepomuku, jež čítá právě 104 roky svého věku. Jest rozená roku 1792 a byla dána tehdy do městského plzeňského nbudobince v Nepomuku. bbox=[566, 1831, 1001, 1906]
news-body: Za příčinou otevření Staroměstské tržnice zvolena byla radou městskou zvláštní smíšená komise, sestávající ze zástupců výčepníků, obchodníků s potravinami a admini. pachtu daně potravní p. měst. r. Kopeckého za tím účelem, aby podala radě městské návrhy týkající se doplnění, po případě změny tržního řádu pražského s ohledem na poměry, které nastávají po otevření tržnice Staroměstské. V poslední schůzi rady městské sděleny byly příslušné návrhy a usneseno k návrhu měst. r. p. Jos. Kopeckého, aby návrhy ty odkázány byly dozorčí komisi pro tržnici Staroměstskou, která dle usnesení sboru obecních starších správu tržnice vésti má. bbox=[100, 785, 537, 1047]
news-item: * Začátný defraudant. Z Olomouce se oznamuje: Zdejší policie zatkla na žádost pražské policie v jistém zdejším hotelu 19letého Leopolda Tušimského, jenž byl zaměstnán u pražské akciové společnosti cementárny a spronevěřiv peníz, v němž bylo 8200 zl., uprchl z Prahy. V Olomouci zdržoval se pod cizým jménem. Při něm zaičení mu u sebe ještě 712 zl.; ostatní penize již utratil. bbox=[566, 1906, 1001, 2056]
news-item: * Poctivý zloděj. Holiči panu F. Choděrovi v Plzni utekl asi před 2 lety pomocník se svrchníkem, nůžkami, hřebeny a břitvami. Pan Choděra odcizené věci dávno oželel, ale s nenadání v úterý 14. t. m. dostal z Lince zásilku, jež obsahovala všechny spronevěřené věci a prosbou za prominutí a slib vděčné náhrady. bbox=[1031, 319, 1465, 449]
news-headline: Oprava zákona o kolcích a poplatcích. bbox=[130, 2074, 501, 2093]
news-item: * Vyhlídka do královského hradu pražského pořádají dnes v neděli pražské odbory národní Jednoty pošumavské. Účastníci sejdou se v ³/₄ 2 hodiny odpoledne na prvním nádvoří hradním. Vstupné ve prospěch Jednoty pošumavské činí 10 kr. Výbory zvou členstvo a interesenty k hojné účasti. bbox=[100, 1495, 537, 1607]
news-item: * Na zachování kunětických památek historických dala věnovali J. Em. pan kardinál Schönborn 20 zl., pan Lad. Sekera, katechata v Rudolfiouw kralobradském, 2 zl., čtyři nejmenovaní dobrodinci 9 zl. 50 kr. a jeden los jubilejní loterie v Kroměříži. Za další příspěvky prosí Václav Kudrna, farář. bbox=[100, 374, 537, 505]
news-body: V předvčerejší schůzi městské rady bylo na dotaz čis. radny p. Karla Tichého, zdali učiněna byla již nějaká anesení ohledně chystané organisace úřadů obecních, sděleno předsedajícím náměstkem p. drem Janem Podlipným, že zvláštní důvěrná komise zvolila si užší komitét k vypracování návrhů ohledně organisování jednotlivých referátů a úřadů. Písemní zpráva důvěrná konala dvě sebůze a naši komitét jen sebůzi. V poslední plenární sebůzi určeno jednomyslně, že jest veliký nedostatek technických sil v úřadě stavebním a že bude nutno míti 8 místa již před další dobou navržená systemisovati ještě 8 nová místa. Rovněž bude asi nutno rozšířiti personál ve stavebním referátě o 2 síly. bbox=[100, 505, 537, 786]
news-headline: Požehnaný věk. bbox=[594, 1831, 741, 1850]
news-body: Píše se nám: Žalostný případ stal se dne 11. dubna v Planá u Tábora. Plavci na vorech utrhli kdes v řece jedovatou rostlinu i s kořeny, známou v nářečí lidu pode jménem „čertova podkova“ a hodili ji v Planá na břehu. Nešťastní hoši místní nalezli ji tři botel, kořínků ochutnali, a pocítivše byl sladký, ohodili ji celou snědli. Zbouhný jed měl hrozné účinky. Záhy dostavily se prudké křeče, jež skroutily celé tělo a ústa jak pěnou zvuply, že jen s vynaložením značné síly mobil obvodní lékař p. dr. Bedřich Stern vpraviti jim do úst protijed. Neopatrnost svou zaplatili již dne 13. dubna jeden z hochů životem, druzí dva stárci chlapci vyvázli s nebezpečí. bbox=[1031, 1159, 1465, 1421]
